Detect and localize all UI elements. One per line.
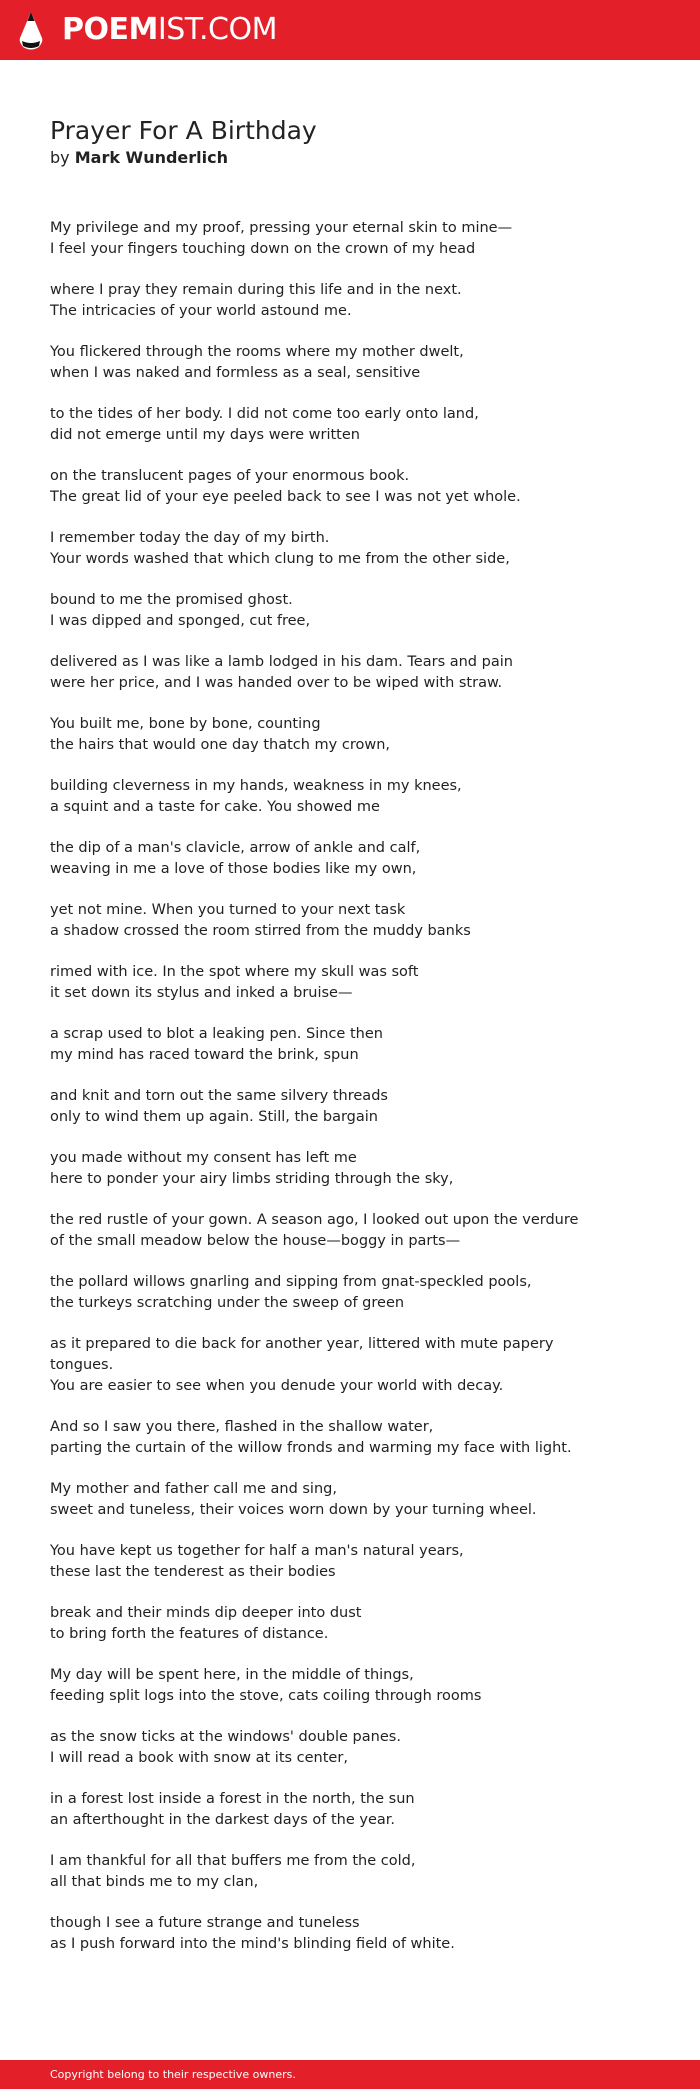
site-header [0,0,700,60]
poem-line: did not emerge until my days were written [50,427,360,443]
poem-line: the turkeys scratching under the sweep of green [50,1295,405,1311]
stanza [50,590,650,632]
stanza [50,280,650,322]
poem-line: all that binds me to my clan, [50,1874,259,1890]
stanza [50,652,650,694]
poem-line: parting the curtain of the willow fronds and warming my face with light. [50,1440,572,1456]
poem-line: a shadow crossed the room stirred from the muddy banks [50,923,471,939]
poem-line: My mother and father call me and sing, [50,1481,337,1497]
stanza [50,900,650,942]
byline [50,147,228,169]
poem-line: these last the tenderest as their bodies [50,1564,336,1580]
by-label: by [50,148,70,167]
poem-line: here to ponder your airy limbs striding through the sky, [50,1171,454,1187]
stanza [50,1603,650,1645]
poem-line: You are easier to see when you denude your world with decay. [50,1378,504,1394]
poem-line: You have kept us together for half a man's natural years, [50,1543,464,1559]
stanza [50,1210,650,1252]
poem-line: delivered as I was like a lamb lodged in his dam. Tears and pain [50,654,513,670]
poem-line: a scrap used to blot a leaking pen. Since then [50,1026,383,1042]
site-logo[interactable] [62,12,277,48]
poem-line: a squint and a taste for cake. You showed me [50,799,380,815]
poem-line: as the snow ticks at the windows' double panes. [50,1729,401,1745]
poem-line: as it prepared to die back for another year, littered with mute papery tongues. [50,1336,554,1373]
poem-line: it set down its stylus and inked a bruise— [50,985,353,1001]
poem-line: were her price, and I was handed over to be wiped with straw. [50,675,503,691]
poem-line: building cleverness in my hands, weakness in my knees, [50,778,462,794]
poem-line: I feel your fingers touching down on the crown of my head [50,241,476,257]
poem-line: yet not mine. When you turned to your next task [50,902,406,918]
poem-line: in a forest lost inside a forest in the north, the sun [50,1791,415,1807]
stanza [50,838,650,880]
poem-line: weaving in me a love of those bodies like my own, [50,861,417,877]
poem-line: to bring forth the features of distance. [50,1626,329,1642]
poem-body [50,218,650,1975]
poem-line: the red rustle of your gown. A season ago, I looked out upon the verdure [50,1212,579,1228]
stanza [50,962,650,1004]
poem-line: I was dipped and sponged, cut free, [50,613,311,629]
stanza [50,1417,650,1459]
poem-line: You flickered through the rooms where my mother dwelt, [50,344,464,360]
poem-line: I remember today the day of my birth. [50,530,330,546]
stanza [50,1148,650,1190]
poem-line: of the small meadow below the house—boggy in parts— [50,1233,461,1249]
poem-line: feeding split logs into the stove, cats coiling through rooms [50,1688,482,1704]
poem-line: The intricacies of your world astound me. [50,303,352,319]
poem-title: Prayer For A Birthday [50,116,317,145]
stanza [50,466,650,508]
poem-line: And so I saw you there, flashed in the shallow water, [50,1419,434,1435]
logo-text-light: IST.COM [157,12,277,47]
poem-line: break and their minds dip deeper into dust [50,1605,362,1621]
poem-line: bound to me the promised ghost. [50,592,293,608]
poem-line: sweet and tuneless, their voices worn down by your turning wheel. [50,1502,537,1518]
logo-text-bold: POEM [62,12,158,47]
poem-line: You built me, bone by bone, counting [50,716,321,732]
poem-line: my mind has raced toward the brink, spun [50,1047,359,1063]
poem-line: My day will be spent here, in the middle of things, [50,1667,414,1683]
stanza [50,1913,650,1955]
poem-line: My privilege and my proof, pressing your eternal skin to mine— [50,220,513,236]
poem-line: to the tides of her body. I did not come too early onto land, [50,406,479,422]
stanza [50,1024,650,1066]
stanza [50,218,650,260]
poem-line: when I was naked and formless as a seal, sensitive [50,365,421,381]
stanza [50,1665,650,1707]
poem-line: on the translucent pages of your enormous book. [50,468,410,484]
poem-line: an afterthought in the darkest days of the year. [50,1812,395,1828]
stanza [50,404,650,446]
stanza [50,776,650,818]
poem-line: though I see a future strange and tuneless [50,1915,360,1931]
site-footer [0,2060,700,2089]
poem-line: and knit and torn out the same silvery threads [50,1088,388,1104]
poem-line: where I pray they remain during this life and in the next. [50,282,462,298]
poem-line: the dip of a man's clavicle, arrow of ankle and calf, [50,840,421,856]
stanza [50,1789,650,1831]
poem-line: only to wind them up again. Still, the bargain [50,1109,378,1125]
poem-line: I will read a book with snow at its center, [50,1750,348,1766]
stanza [50,1086,650,1128]
poem-line: the hairs that would one day thatch my crown, [50,737,390,753]
stanza [50,1479,650,1521]
poem-line: as I push forward into the mind's blinding field of white. [50,1936,455,1952]
stanza [50,1727,650,1769]
poem-line: you made without my consent has left me [50,1150,357,1166]
author-name[interactable]: Mark Wunderlich [74,148,229,167]
stanza [50,528,650,570]
pencil-tip-icon[interactable] [18,11,44,51]
poem-line: the pollard willows gnarling and sipping from gnat-speckled pools, [50,1274,532,1290]
stanza [50,714,650,756]
poem-line: The great lid of your eye peeled back to see I was not yet whole. [50,489,521,505]
poem-line: rimed with ice. In the spot where my skull was soft [50,964,419,980]
stanza [50,342,650,384]
poem-line: Your words washed that which clung to me from the other side, [50,551,510,567]
stanza [50,1334,650,1397]
stanza [50,1851,650,1893]
copyright-notice: Copyright belong to their respective owners. [50,2068,296,2081]
stanza [50,1541,650,1583]
poem-line: I am thankful for all that buffers me from the cold, [50,1853,416,1869]
stanza [50,1272,650,1314]
